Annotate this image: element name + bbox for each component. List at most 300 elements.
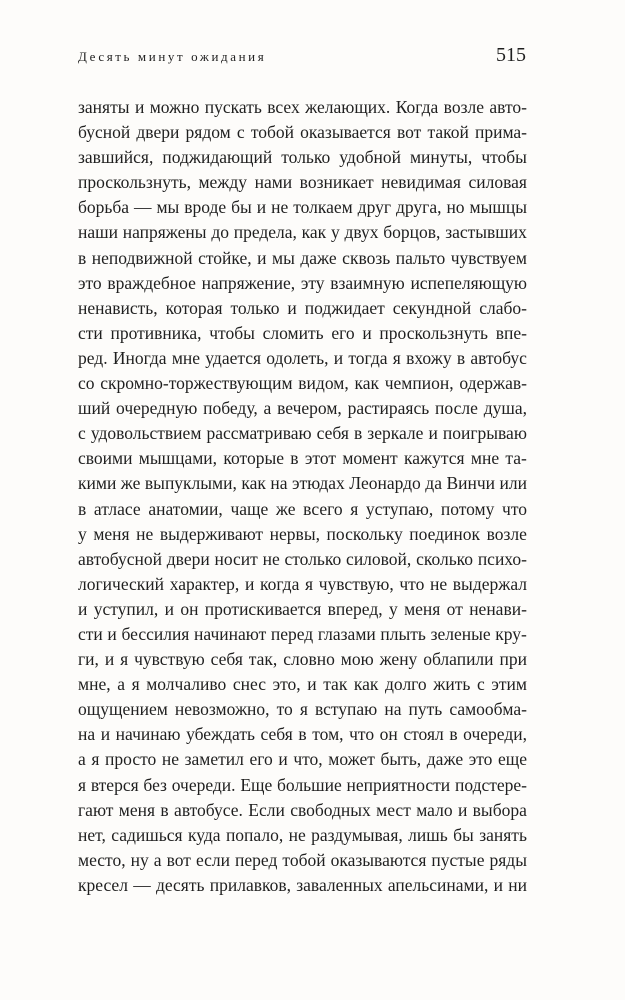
word: что <box>399 573 425 594</box>
word: пальто <box>395 247 446 268</box>
word: а <box>78 749 86 770</box>
word: его <box>331 322 355 343</box>
word: неподвижной <box>91 247 193 268</box>
word: это <box>468 749 493 770</box>
word: тобой <box>282 849 326 870</box>
word: и <box>244 573 255 594</box>
word: победу, <box>203 398 258 419</box>
word: если <box>195 849 231 870</box>
word: секундной <box>392 297 472 318</box>
word: невозможно, <box>174 699 270 720</box>
word: и <box>493 874 503 895</box>
text-line <box>78 747 527 772</box>
word: и <box>428 423 438 444</box>
word: я <box>78 774 87 795</box>
word: путь <box>408 699 443 720</box>
word: он <box>180 598 199 619</box>
word: возникает <box>299 172 374 193</box>
word: наши <box>78 222 118 243</box>
word: на <box>270 473 288 494</box>
word: не <box>430 573 448 594</box>
word: и <box>362 322 372 343</box>
word: предела, <box>233 222 297 243</box>
word: пустые <box>431 849 485 870</box>
word: и <box>107 623 117 644</box>
word: чтобы <box>209 322 255 343</box>
word: вот <box>396 122 422 143</box>
word: мы <box>156 197 180 218</box>
text-line <box>78 773 527 798</box>
word: и <box>307 674 317 695</box>
word: застывших <box>445 222 527 243</box>
word: мало <box>416 799 453 820</box>
word: душа, <box>483 398 527 419</box>
word: которая <box>165 297 223 318</box>
word: до <box>211 222 229 243</box>
word: заняты <box>78 97 130 117</box>
word: может <box>328 749 375 770</box>
word: в <box>456 347 466 368</box>
word: этот <box>304 448 336 469</box>
word: мне, <box>78 674 111 695</box>
word: с <box>78 423 86 444</box>
word: облапили <box>423 649 494 670</box>
word: в <box>449 724 458 745</box>
word: и <box>457 799 468 820</box>
word: впе- <box>495 322 527 343</box>
word: мы <box>272 247 295 268</box>
word: автобус <box>470 347 527 368</box>
word: себя <box>210 649 243 670</box>
text-line <box>78 145 527 170</box>
word: одолеть, <box>266 347 329 368</box>
word: перед <box>270 623 314 644</box>
word: сквозь <box>342 247 391 268</box>
word: проскользнуть <box>379 322 488 343</box>
word: и <box>78 598 88 619</box>
word: когда <box>260 573 300 594</box>
word: мою <box>340 649 374 670</box>
word: убеждать <box>186 724 255 745</box>
word: вроде <box>184 197 227 218</box>
word: чувствую, <box>318 573 394 594</box>
word: очередную <box>116 398 198 419</box>
word: уступаю, <box>365 498 434 519</box>
word: одержав- <box>459 373 527 394</box>
text-line <box>78 497 527 522</box>
word: удобной <box>339 147 401 168</box>
text-line <box>78 271 527 296</box>
word: слабо- <box>479 297 527 318</box>
word: напряжение, <box>201 272 296 293</box>
word: то <box>276 699 293 720</box>
word: желающих. <box>305 97 391 117</box>
word: даже <box>426 749 464 770</box>
word: потому <box>440 498 495 519</box>
word: между <box>198 172 248 193</box>
word: проскользнуть, <box>78 172 191 193</box>
word: бы <box>453 824 474 845</box>
word: испепеляющую <box>410 272 527 293</box>
word: логический <box>78 573 165 594</box>
word: как <box>353 674 379 695</box>
word: видом, <box>298 373 349 394</box>
word: тобой <box>250 122 294 143</box>
word: мне <box>171 347 201 368</box>
word: ощущением <box>78 699 168 720</box>
word: чемпион, <box>384 373 454 394</box>
word: и <box>164 598 174 619</box>
page-number: 515 <box>496 44 526 66</box>
word: двери <box>136 122 180 143</box>
word: прима- <box>474 122 527 143</box>
text-line <box>78 622 527 647</box>
text-line <box>78 471 527 496</box>
word: силовая <box>468 172 527 193</box>
word: очереди. <box>171 774 236 795</box>
word: но <box>446 197 465 218</box>
word: и <box>278 749 288 770</box>
word: большие <box>277 774 342 795</box>
word: анатомии, <box>148 498 223 519</box>
text-line <box>78 120 527 145</box>
word: с <box>236 122 245 143</box>
word: от <box>446 598 463 619</box>
word: эту <box>300 272 325 293</box>
word: а <box>153 849 162 870</box>
word: чаще <box>230 498 269 519</box>
word: так, <box>248 649 278 670</box>
word: борцов, <box>383 222 441 243</box>
word: только <box>230 297 280 318</box>
word: Леонардо <box>349 473 421 494</box>
word: глазами <box>317 623 376 644</box>
text-line <box>78 722 527 747</box>
word: меня <box>118 799 156 820</box>
word: выпуклыми, <box>144 473 237 494</box>
word: меня <box>404 598 441 619</box>
word: завшийся, <box>78 147 154 168</box>
word: которые <box>223 448 284 469</box>
word: у <box>388 598 398 619</box>
word: ну <box>130 849 149 870</box>
word: выбора <box>472 799 527 820</box>
running-title: Десять минут ожидания <box>78 49 267 64</box>
word: его <box>249 749 273 770</box>
word: место, <box>78 849 126 870</box>
word: даже <box>300 247 337 268</box>
word: или <box>499 473 527 494</box>
word: авто- <box>489 97 527 117</box>
word: раздумывая, <box>311 824 403 845</box>
word: без <box>143 774 167 795</box>
body-text <box>78 95 527 898</box>
word: сти <box>78 322 103 343</box>
word: бы <box>231 197 252 218</box>
word: как <box>301 222 327 243</box>
word: кажутся <box>404 448 465 469</box>
word: Иногда <box>112 347 167 368</box>
word: зеркале <box>367 423 424 444</box>
text-line <box>78 346 527 371</box>
word: мышцами, <box>138 448 218 469</box>
word: стоял <box>403 724 444 745</box>
text-line <box>78 572 527 597</box>
word: чувствую <box>134 649 205 670</box>
text-line <box>78 396 527 421</box>
text-line <box>78 220 527 245</box>
text-line <box>78 195 527 220</box>
word: просто <box>105 749 157 770</box>
word: я <box>350 498 359 519</box>
word: поджидает <box>304 297 385 318</box>
word: такой <box>427 122 469 143</box>
word: и <box>287 297 297 318</box>
word: я <box>120 649 129 670</box>
text-line <box>78 421 527 446</box>
word: вступаю <box>314 699 378 720</box>
word: долго <box>385 674 427 695</box>
word: только <box>281 147 331 168</box>
text-line <box>78 697 527 722</box>
word: гают <box>78 799 114 820</box>
word: я <box>131 674 140 695</box>
text-line <box>78 873 527 898</box>
word: заваленных <box>296 874 383 895</box>
word: вхожу <box>406 347 452 368</box>
word: на <box>78 724 96 745</box>
word: враждебное <box>107 272 196 293</box>
word: я <box>299 699 308 720</box>
word: еще <box>497 749 527 770</box>
word: это, <box>272 674 301 695</box>
word: же <box>120 473 141 494</box>
word: молчаливо <box>146 674 227 695</box>
word: взаимную <box>330 272 405 293</box>
word: как <box>241 473 266 494</box>
word: в <box>78 498 87 519</box>
word: апельсинами, <box>387 874 489 895</box>
word: можно <box>149 97 200 117</box>
word: с <box>476 674 485 695</box>
word: характер, <box>169 573 240 594</box>
word: же <box>275 498 296 519</box>
text-line <box>78 547 527 572</box>
word: вечером, <box>277 398 342 419</box>
word: своими <box>78 448 133 469</box>
word: в <box>298 724 307 745</box>
word: пускать <box>204 97 262 117</box>
word: друга, <box>395 197 442 218</box>
word: я <box>392 347 401 368</box>
word: у <box>78 523 87 544</box>
word: быть, <box>380 749 422 770</box>
word: что <box>349 724 375 745</box>
word: не <box>136 523 154 544</box>
word: поигрываю <box>442 423 527 444</box>
word: свободных <box>290 799 371 820</box>
word: напряжены <box>122 222 207 243</box>
word: начинаю <box>115 724 181 745</box>
word: лишь <box>408 824 448 845</box>
word: ред. <box>78 347 108 368</box>
word: самообма- <box>449 699 527 720</box>
word: растираясь <box>347 398 430 419</box>
word: уступил, <box>93 598 159 619</box>
word: у <box>330 222 340 243</box>
word: в <box>353 423 363 444</box>
word: нет, <box>78 824 106 845</box>
word: оказываются <box>330 849 427 870</box>
text-line <box>78 522 527 547</box>
word: он <box>379 724 398 745</box>
word: двери <box>166 548 210 569</box>
text-line <box>78 371 527 396</box>
word: поединок <box>409 523 481 544</box>
word: так <box>323 674 348 695</box>
word: втерся <box>90 774 139 795</box>
text-line <box>78 296 527 321</box>
word: та- <box>505 448 527 469</box>
word: словно <box>283 649 335 670</box>
word: кру- <box>495 623 527 644</box>
word: удается <box>205 347 262 368</box>
word: — <box>134 197 152 218</box>
word: выдерживают <box>159 523 264 544</box>
text-line <box>78 798 527 823</box>
word: удовольствием <box>90 423 202 444</box>
text-line <box>78 321 527 346</box>
word: сломить <box>262 322 324 343</box>
word: этюдах <box>291 473 345 494</box>
word: бусной <box>78 122 131 143</box>
word: заметил <box>184 749 244 770</box>
word: кими <box>78 473 117 494</box>
word: зеленые <box>430 623 491 644</box>
word: носит <box>214 548 258 569</box>
text-line <box>78 95 527 120</box>
word: Винчи <box>446 473 496 494</box>
word: возле <box>486 523 527 544</box>
word: нервы, <box>269 523 320 544</box>
word: ни <box>508 874 527 895</box>
word: поджидающий <box>162 147 273 168</box>
word: ги, <box>78 649 99 670</box>
word: и <box>104 649 115 670</box>
word: как <box>354 373 379 394</box>
word: момент <box>342 448 398 469</box>
word: и <box>333 347 344 368</box>
word: столько <box>284 548 342 569</box>
text-line <box>78 823 527 848</box>
word: мне <box>470 448 500 469</box>
word: оказывается <box>300 122 391 143</box>
word: в <box>78 247 87 268</box>
word: протискивается <box>204 598 322 619</box>
word: жить <box>433 674 471 695</box>
word: не <box>262 548 280 569</box>
text-line <box>78 647 527 672</box>
word: перед <box>235 849 278 870</box>
word: двух <box>344 222 379 243</box>
word: толкаем <box>293 197 353 218</box>
word: снес <box>232 674 266 695</box>
word: да <box>425 473 442 494</box>
word: рядом <box>185 122 231 143</box>
word: чтобы <box>481 147 527 168</box>
word: Если <box>248 799 285 820</box>
word: кресел <box>78 874 128 895</box>
word: плыть <box>380 623 426 644</box>
word: при <box>499 649 527 670</box>
word: что, <box>293 749 323 770</box>
text-line <box>78 597 527 622</box>
word: борьба <box>78 197 130 218</box>
word: в <box>160 799 169 820</box>
word: всего <box>303 498 343 519</box>
word: сколько <box>416 548 474 569</box>
word: я <box>91 749 100 770</box>
word: поскольку <box>326 523 403 544</box>
word: начинают <box>194 623 267 644</box>
word: и <box>100 724 111 745</box>
word: стойке, <box>198 247 252 268</box>
text-line <box>78 170 527 195</box>
word: себя <box>316 423 349 444</box>
word: что <box>502 498 527 519</box>
word: на <box>384 699 402 720</box>
word: и <box>134 97 145 117</box>
word: вперед, <box>327 598 383 619</box>
word: сти <box>78 623 103 644</box>
word: том, <box>312 724 344 745</box>
word: и <box>256 197 267 218</box>
word: невидимая <box>381 172 461 193</box>
word: я <box>305 573 314 594</box>
word: ненави- <box>469 598 527 619</box>
word: ряды <box>489 849 527 870</box>
text-line <box>78 672 527 697</box>
word: нами <box>254 172 293 193</box>
word: попало, <box>225 824 284 845</box>
word: психо- <box>477 548 527 569</box>
word: скромно-торжествующим <box>100 373 293 394</box>
word: автобусной <box>78 548 162 569</box>
word: противника, <box>110 322 202 343</box>
word: Когда <box>395 97 439 117</box>
word: чувствуем <box>450 247 527 268</box>
word: этим <box>491 674 527 695</box>
word: друг <box>357 197 392 218</box>
word: не <box>271 197 289 218</box>
word: занять <box>479 824 527 845</box>
word: очереди, <box>463 724 527 745</box>
word: не <box>161 749 180 770</box>
word: десять <box>155 874 205 895</box>
word: после <box>435 398 478 419</box>
word: выдержал <box>452 573 527 594</box>
word: это <box>78 272 102 293</box>
word: жену <box>379 649 418 670</box>
word: в <box>290 448 299 469</box>
word: подстере- <box>454 774 527 795</box>
word: автобусе. <box>174 799 243 820</box>
text-line <box>78 446 527 471</box>
word: всех <box>267 97 300 117</box>
word: себя <box>260 724 293 745</box>
word: и <box>257 247 267 268</box>
word: ший <box>78 398 111 419</box>
